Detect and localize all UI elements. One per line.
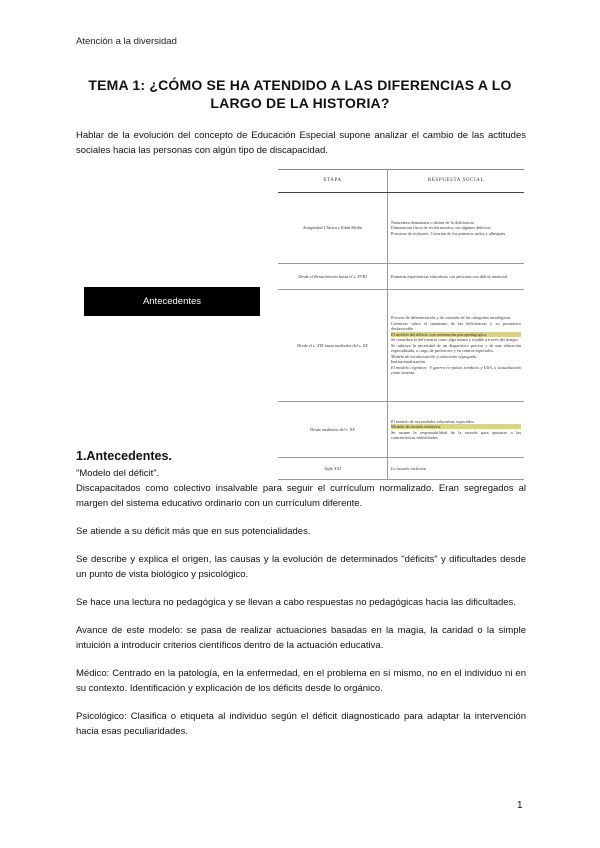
response-line: Se asume la responsabilidad de la escuela para ajustarse a las características individuales. (391, 429, 521, 440)
table-row (278, 290, 524, 402)
section-subtitle: "Modelo del déficit". (76, 468, 160, 479)
response-line: Prácticas de reclusión. Creación de los primeros asilos y albergues. (391, 230, 507, 236)
running-header: Atención a la diversidad (76, 36, 177, 47)
paragraph: Psicológico: Clasifica o etiqueta al individuo según el déficit diagnosticado para adaptar la intervención hacia esas peculiaridades. (76, 711, 526, 737)
paragraph: Discapacitados como colectivo insalvable para seguir el currículum normalizado. Eran segregados al margen del sistema educativo ordinario con un currículum diferente. (76, 483, 526, 509)
page-number: 1 (517, 800, 523, 811)
table-row (278, 193, 524, 264)
response-line: Proceso de diferenciación y de creación de las categorías nosológicas. (391, 315, 512, 321)
paragraph: Se hace una lectura no pedagógica y se llevan a cabo respuestas no pedagógicas hacia las dificultades. (76, 597, 516, 608)
response-line: Eliminación física de recién nacidos con algunos defectos. (391, 225, 492, 231)
paragraph: Médico: Centrado en la patología, en la enfermedad, en el problema en sí mismo, no en el individuo ni en su contexto. Identificación y explicación de los déficits desde lo orgánico. (76, 668, 526, 694)
intro-paragraph: Hablar de la evolución del concepto de Educación Especial supone analizar el cambio de las actitudes sociales hacia las personas con algún tipo de discapacidad. (76, 130, 526, 156)
table-response-cell (388, 290, 525, 402)
paragraph: Se describe y explica el origen, las causas y la evolución de determinados "déficits" y dificultades desde un punto de vista biológico y psicológico. (76, 554, 526, 580)
response-line: Primeras experiencias educativas con personas con déficit sensorial. (391, 273, 509, 279)
table-header-row (278, 170, 524, 193)
paragraph: Se atiende a su déficit más que en sus potencialidades. (76, 526, 311, 537)
response-line: Se considera la deficiencia como algo innato y estable a través del tiempo. (391, 337, 519, 343)
response-line: El modelo de necesidades educativas especiales. (391, 418, 475, 424)
table-response-cell (388, 264, 525, 290)
table-header-response: RESPUESTA SOCIAL (388, 170, 525, 193)
response-line: Institucionalización. (391, 359, 426, 365)
paragraph: Avance de este modelo: se pasa de realizar actuaciones basadas en la magia, la caridad o la simple intuición a introducir criterios científicos dentro de la actuación educativa. (76, 625, 526, 651)
response-line: Creencias sobre el innatismo de las deficiencias y su pronóstico desfavorable. (391, 321, 521, 332)
table-stage-cell: Antigüedad Clásica y Edad Media (278, 193, 388, 264)
response-line: Modelo de escolarización y educación segregada. (391, 353, 477, 359)
table-response-cell (388, 402, 525, 458)
table-stage-cell: Desde el Renacimiento hasta el s. XVIII (278, 264, 388, 290)
response-line: Naturaleza demoníaca o divina de la deficiencia. (391, 219, 475, 225)
response-line: Se subraya la necesidad de un diagnóstico preciso y de una educación especializada, a cargo de profesores y en centros especiales. (391, 342, 521, 354)
response-line: El modelo del déficit: con orientación psicopedagógica. (391, 332, 521, 337)
section-heading: 1.Antecedentes. (76, 449, 172, 463)
antecedentes-button[interactable]: Antecedentes (84, 287, 260, 316)
history-table (278, 169, 524, 480)
section-content (76, 466, 526, 739)
response-line: La escuela inclusiva (391, 465, 427, 471)
page-title (60, 76, 540, 112)
title-line-2: LARGO DE LA HISTORIA? (210, 95, 390, 111)
response-line: Modelo de escuela inclusiva. (391, 424, 521, 429)
response-line: El modelo cognitivo: V guerra en países nórdicos y USA, a actualización como sistema. (391, 364, 521, 375)
table-response-cell (388, 193, 525, 264)
table-header-stage: ETAPA (278, 170, 388, 193)
table-row (278, 264, 524, 290)
table-stage-cell: Desde mediados del s. XX (278, 402, 388, 458)
table-stage-cell: Desde el s. XIX hasta mediados del s. XX (278, 290, 388, 402)
table-row (278, 402, 524, 458)
table-stage-cell: Siglo XXI (278, 458, 388, 480)
title-line-1: TEMA 1: ¿CÓMO SE HA ATENDIDO A LAS DIFERENCIAS A LO (88, 77, 512, 93)
